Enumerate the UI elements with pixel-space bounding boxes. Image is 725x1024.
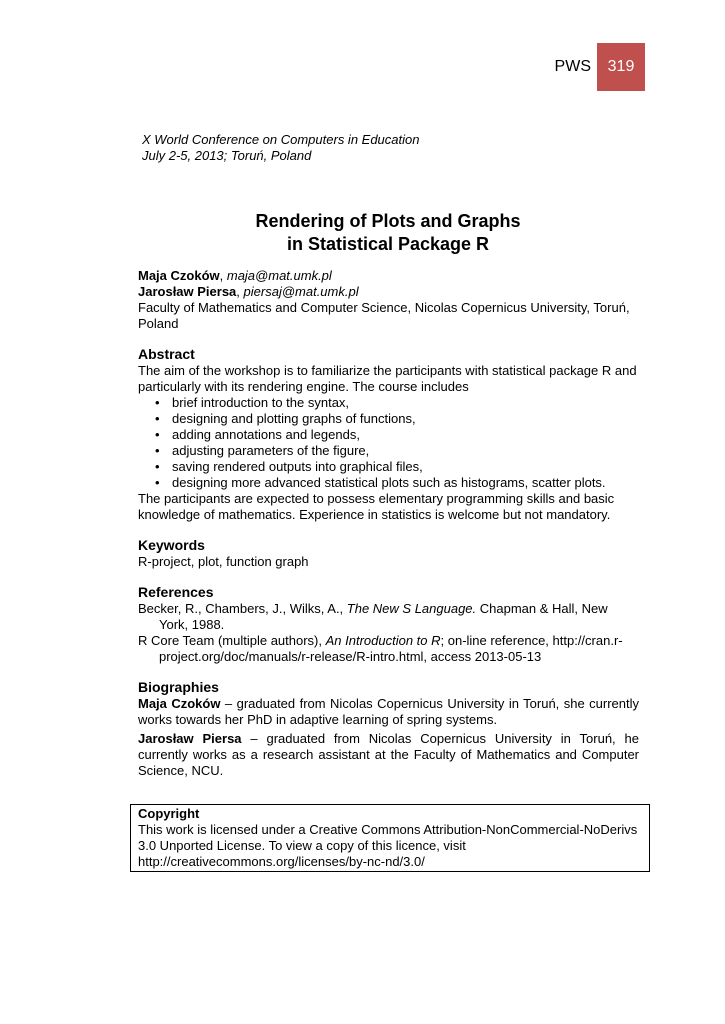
list-item: • designing more advanced statistical plots such as histograms, scatter plots. — [172, 475, 639, 491]
list-item: • brief introduction to the syntax, — [172, 395, 639, 411]
abstract-outro: The participants are expected to possess elementary programming skills and basic knowledge of mathematics. Experience in statistics is welcome but not mandatory. — [138, 491, 615, 522]
reference-title: The New S Language. — [346, 601, 477, 616]
author-name: Jarosław Piersa — [138, 284, 237, 299]
biography-text: – graduated from Nicolas Copernicus University in Toruń, she currently works towards her PhD in adaptive learning of spring systems. — [138, 696, 640, 727]
title-line-2: in Statistical Package R — [286, 234, 490, 254]
abstract-list — [138, 395, 639, 491]
biography-name: Jarosław Piersa — [138, 731, 242, 746]
keywords-heading: Keywords — [138, 537, 205, 553]
series-label: PWS — [554, 58, 591, 75]
reference-authors: Becker, R., Chambers, J., Wilks, A., — [138, 601, 347, 616]
copyright-heading: Copyright — [138, 806, 200, 821]
copyright-text: This work is licensed under a Creative Commons Attribution-NonCommercial-NoDerivs 3.0 Unported License. To view a copy of this licence, visit http://creativecommons.org/licenses/by-nc-nd/3.0/ — [138, 822, 638, 869]
reference-title: An Introduction to R — [325, 633, 441, 648]
abstract-intro: The aim of the workshop is to familiarize the participants with statistical package R and particularly with its rendering engine. The course includes — [138, 363, 637, 394]
list-item: • adding annotations and legends, — [172, 427, 639, 443]
affiliation: Faculty of Mathematics and Computer Science, Nicolas Copernicus University, Toruń, Poland — [138, 300, 630, 331]
abstract-heading: Abstract — [138, 346, 195, 362]
reference-item — [138, 601, 639, 633]
reference-authors: R Core Team (multiple authors), — [138, 633, 326, 648]
biographies-heading: Biographies — [138, 679, 219, 695]
list-item: • designing and plotting graphs of functions, — [172, 411, 639, 427]
author-1 — [138, 268, 639, 284]
reference-details: Chapman & Hall, New York, 1988. — [159, 601, 608, 632]
conference-info — [142, 132, 419, 164]
keywords-text: R-project, plot, function graph — [138, 554, 309, 569]
biography-text: – graduated from Nicolas Copernicus University in Toruń, he currently works as a research assistant at the Faculty of Mathematics and Computer Science, NCU. — [138, 731, 639, 778]
reference-details: ; on-line reference, http://cran.r-project.org/doc/manuals/r-release/R-intro.html, access 2013-05-13 — [159, 633, 623, 664]
author-separator: , — [219, 268, 227, 283]
paper-body — [138, 268, 639, 782]
author-name: Maja Czoków — [138, 268, 220, 283]
list-item: • saving rendered outputs into graphical files, — [172, 459, 639, 475]
references-heading: References — [138, 584, 214, 600]
biography-name: Maja Czoków — [138, 696, 221, 711]
biography-item — [138, 731, 639, 779]
page-number-badge: 319 — [597, 43, 645, 91]
author-separator: , — [236, 284, 244, 299]
author-2 — [138, 284, 639, 300]
author-email[interactable]: piersaj@mat.umk.pl — [243, 284, 359, 299]
conference-date-place: July 2-5, 2013; Toruń, Poland — [142, 148, 312, 163]
copyright-box — [130, 804, 650, 872]
author-email[interactable]: maja@mat.umk.pl — [226, 268, 332, 283]
conference-name: X World Conference on Computers in Education — [142, 132, 420, 147]
paper-title — [138, 210, 638, 256]
list-item: • adjusting parameters of the figure, — [172, 443, 639, 459]
reference-item — [138, 633, 639, 665]
biography-item — [138, 696, 639, 728]
title-line-1: Rendering of Plots and Graphs — [255, 211, 521, 231]
